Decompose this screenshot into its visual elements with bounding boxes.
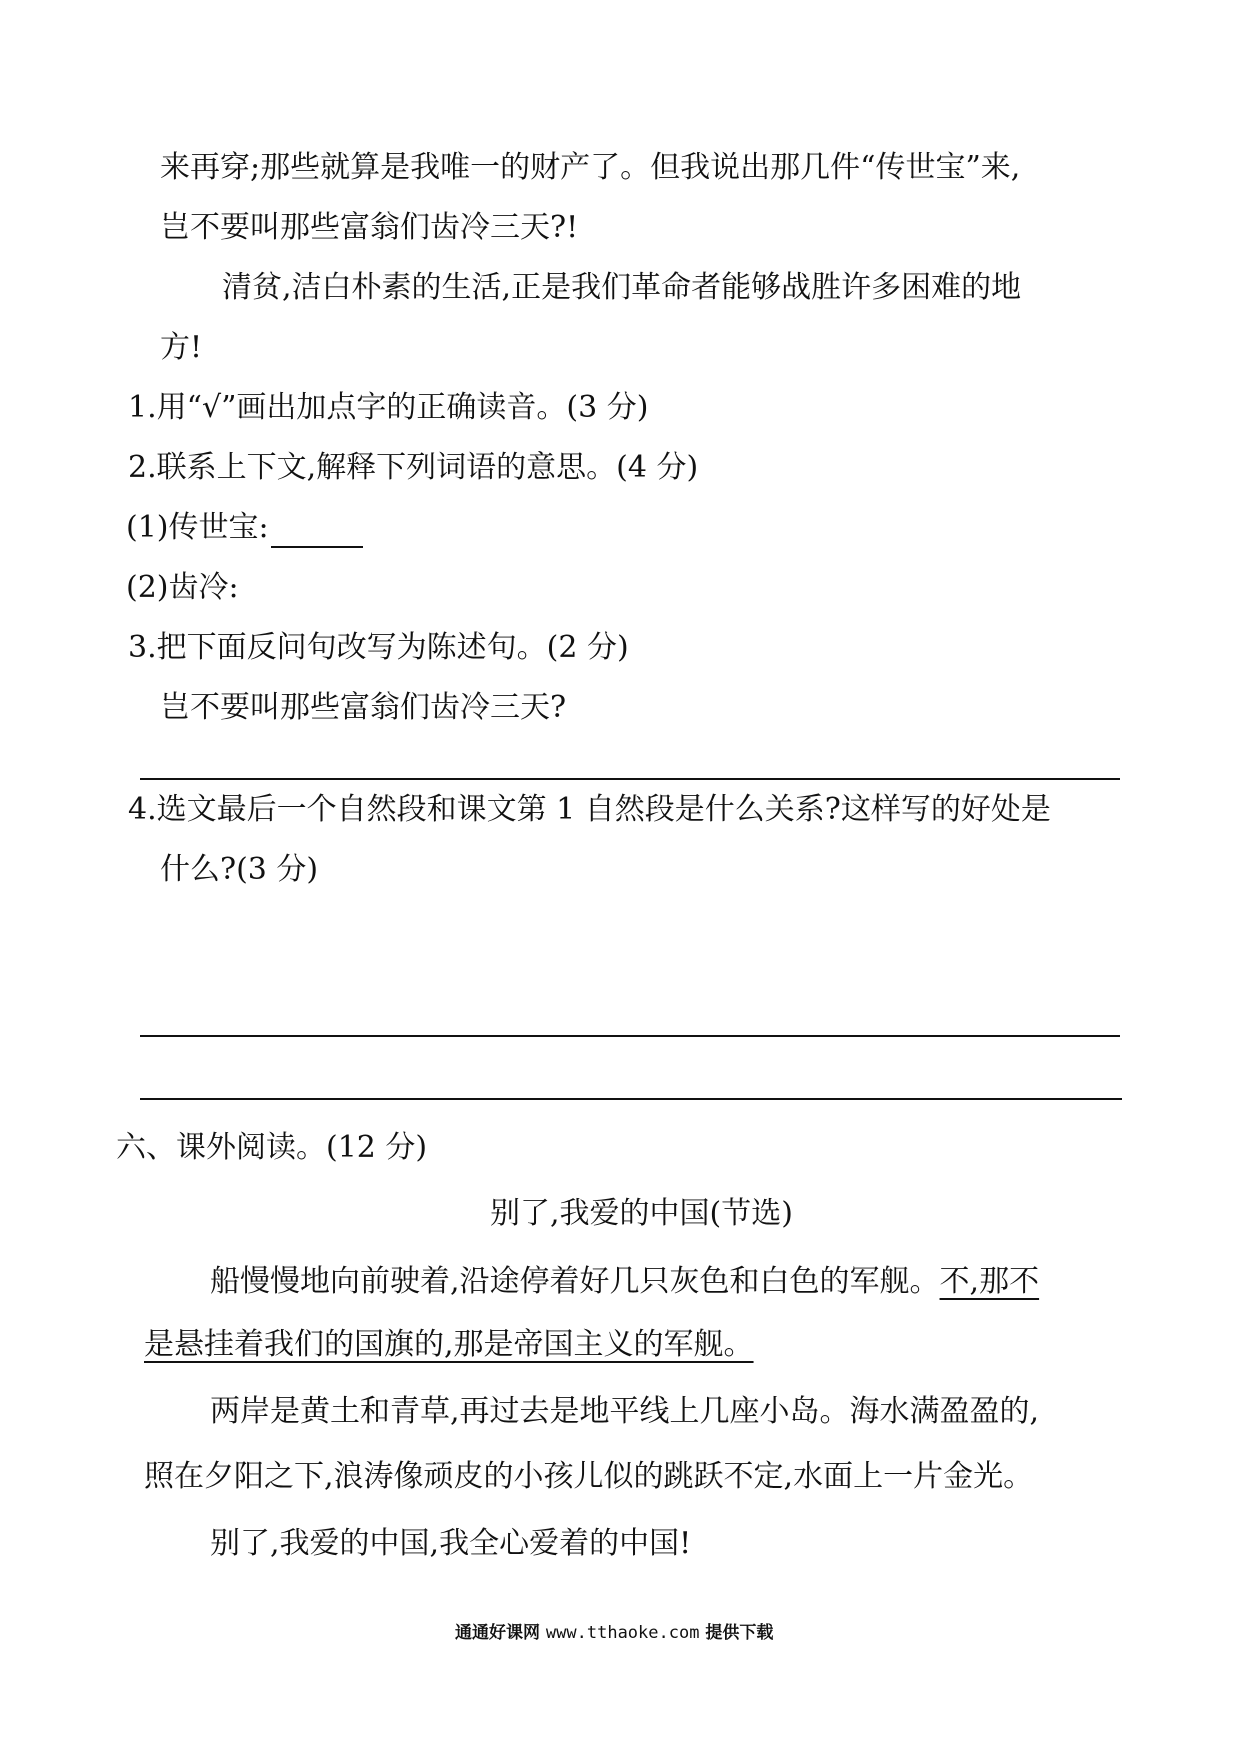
question-2: 2.联系上下文,解释下列词语的意思。(4 分) [128,450,699,485]
reading-line: 照在夕阳之下,浪涛像顽皮的小孩儿似的跳跃不定,水面上一片金光。 [144,1459,1034,1494]
question-2-1 [126,508,363,548]
reading-text: 船慢慢地向前驶着,沿途停着好几只灰色和白色的军舰。 [210,1264,940,1299]
reading-paragraph: 别了,我爱的中国,我全心爱着的中国! [210,1526,692,1561]
reading-paragraph: 两岸是黄土和青草,再过去是地平线上几座小岛。海水满盈盈的, [210,1394,1040,1429]
question-1: 1.用“√”画出加点字的正确读音。(3 分) [128,390,649,425]
question-4-cont: 什么?(3 分) [160,852,319,887]
passage-line: 岂不要叫那些富翁们齿冷三天?! [160,210,579,245]
underlined-sentence: 不,那不 [939,1264,1040,1299]
reading-title: 别了,我爱的中国(节选) [490,1196,793,1231]
answer-line[interactable] [140,1098,1122,1100]
answer-blank[interactable] [271,516,363,548]
passage-line: 来再穿;那些就算是我唯一的财产了。但我说出那几件“传世宝”来, [160,150,1021,185]
question-4: 4.选文最后一个自然段和课文第 1 自然段是什么关系?这样写的好处是 [128,792,1051,827]
section-heading: 六、课外阅读。(12 分) [116,1130,428,1165]
footer-suffix: 提供下载 [705,1623,774,1643]
reading-line [144,1325,754,1365]
passage-paragraph: 清贫,洁白朴素的生活,正是我们革命者能够战胜许多困难的地 [222,270,1022,305]
question-2-2: (2)齿冷: [126,570,239,605]
question-3: 3.把下面反问句改写为陈述句。(2 分) [128,630,629,665]
question-2-1-label: (1)传世宝: [126,510,269,545]
question-3-sentence: 岂不要叫那些富翁们齿冷三天? [160,690,567,725]
underlined-sentence: 是悬挂着我们的国旗的,那是帝国主义的军舰。 [144,1327,754,1362]
footer-url[interactable]: www.tthaoke.com [545,1623,700,1643]
answer-line[interactable] [140,1035,1120,1037]
reading-paragraph [210,1262,1039,1302]
footer-site-name: 通通好课网 [455,1623,540,1643]
page-footer [455,1618,773,1643]
passage-line: 方! [160,330,203,365]
answer-line[interactable] [140,778,1120,780]
